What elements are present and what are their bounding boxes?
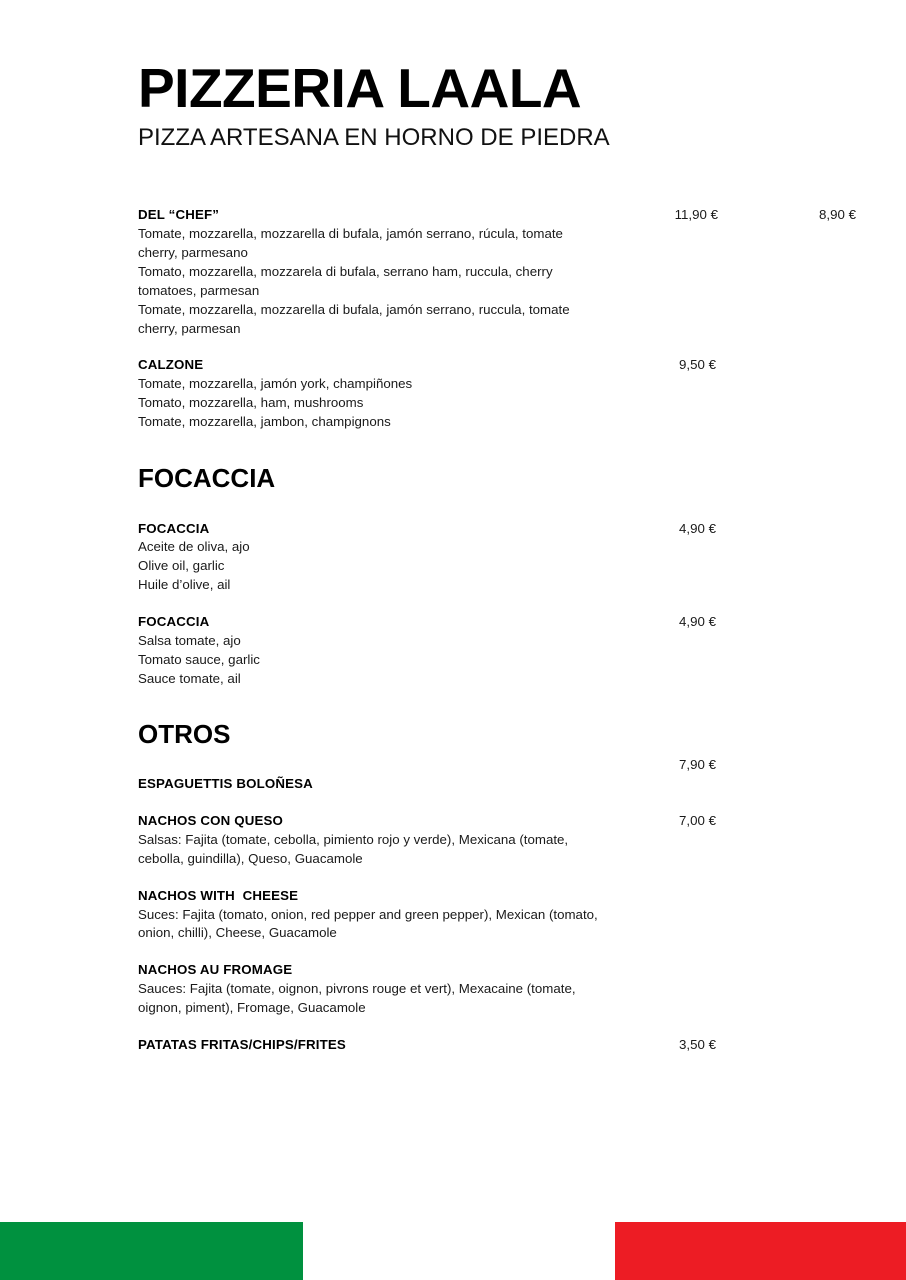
menu-item-focaccia-tomato [138, 613, 778, 689]
menu-item-name: NACHOS CON QUESO [138, 813, 283, 829]
menu-item-header [138, 887, 778, 906]
menu-content [138, 57, 856, 1055]
menu-item-description-es: Tomate, mozzarella, jamón york, champiñones [138, 376, 413, 392]
menu-item-description-en: Tomato, mozzarella, ham, mushrooms [138, 395, 364, 411]
menu-item-header [138, 812, 778, 831]
menu-item-description-es: Aceite de oliva, ajo [138, 539, 250, 555]
menu-item-patatas-fritas [138, 1036, 778, 1055]
menu-item-description-es: Salsas: Fajita (tomate, cebolla, pimiento rojo y verde), Mexicana (tomate, cebolla, guindilla), Queso, Guacamole [138, 831, 569, 866]
menu-item-price: 9,50 € [679, 357, 716, 373]
menu-item-name: DEL “CHEF” [138, 207, 220, 223]
menu-item-name: FOCACCIA [138, 614, 210, 630]
italian-flag-footer [0, 1222, 906, 1280]
menu-item-name: CALZONE [138, 357, 204, 373]
menu-item-price: 7,00 € [679, 813, 716, 829]
menu-item-del-chef [138, 206, 856, 338]
menu-item-name: FOCACCIA [138, 520, 210, 536]
menu-item-header [138, 961, 778, 980]
menu-item-price: 4,90 € [679, 520, 716, 536]
menu-item-header [138, 520, 778, 539]
menu-item-name: PATATAS FRITAS/CHIPS/FRITES [138, 1036, 346, 1052]
menu-item-header [138, 206, 856, 225]
menu-item-nachos-queso [138, 812, 778, 869]
menu-item-header [138, 756, 778, 775]
menu-item-name: ESPAGUETTIS BOLOÑESA [138, 776, 313, 792]
menu-item-description-fr: Sauce tomate, ail [138, 670, 241, 686]
menu-item-description-fr: Sauces: Fajita (tomate, oignon, pivrons rouge et vert), Mexacaine (tomate, oignon, piment), Fromage, Guacamole [138, 981, 576, 1016]
section-heading-focaccia: FOCACCIA [138, 462, 276, 493]
menu-item-description-fr: Tomate, mozzarella, mozzarella di bufala, jamón serrano, ruccula, tomate cherry, parmesan [138, 301, 570, 336]
menu-item-header [138, 1036, 778, 1055]
menu-item-description-en: Tomato sauce, garlic [138, 651, 260, 667]
menu-item-focaccia-oil [138, 520, 778, 596]
menu-item-nachos-fromage [138, 961, 778, 1018]
menu-item-description-es: Tomate, mozzarella, mozzarella di bufala, jamón serrano, rúcula, tomate cherry, parmesano [138, 226, 563, 261]
menu-item-header [138, 613, 778, 632]
menu-item-description-es: Salsa tomate, ajo [138, 632, 241, 648]
flag-band-green [0, 1222, 303, 1280]
menu-item-nachos-cheese [138, 887, 778, 944]
menu-item-price: 7,90 € [679, 757, 716, 773]
flag-band-red [615, 1222, 906, 1280]
menu-item-name: NACHOS AU FROMAGE [138, 962, 293, 978]
menu-item-calzone [138, 356, 778, 432]
menu-item-name: NACHOS WITH CHEESE [138, 887, 299, 903]
flag-band-white [303, 1222, 615, 1280]
menu-item-header [138, 356, 778, 375]
menu-item-price-small: 8,90 € [819, 207, 856, 223]
menu-item-espaguettis [138, 756, 778, 794]
page-title: PIZZERIA LAALA [138, 57, 582, 119]
menu-item-description-en: Olive oil, garlic [138, 558, 225, 574]
section-heading-otros: OTROS [138, 718, 231, 749]
menu-item-price: 4,90 € [679, 614, 716, 630]
menu-item-price: 3,50 € [679, 1036, 716, 1052]
menu-item-description-fr: Huile d’olive, ail [138, 577, 231, 593]
page-subtitle: PIZZA ARTESANA EN HORNO DE PIEDRA [138, 123, 610, 151]
menu-item-description-en: Tomato, mozzarella, mozzarela di bufala, serrano ham, ruccula, cherry tomatoes, parmesan [138, 263, 553, 298]
menu-item-price-large: 11,90 € [674, 207, 718, 223]
menu-item-description-en: Suces: Fajita (tomato, onion, red pepper and green pepper), Mexican (tomato, onion, chilli), Cheese, Guacamole [138, 906, 598, 941]
menu-item-description-fr: Tomate, mozzarella, jambon, champignons [138, 414, 391, 430]
